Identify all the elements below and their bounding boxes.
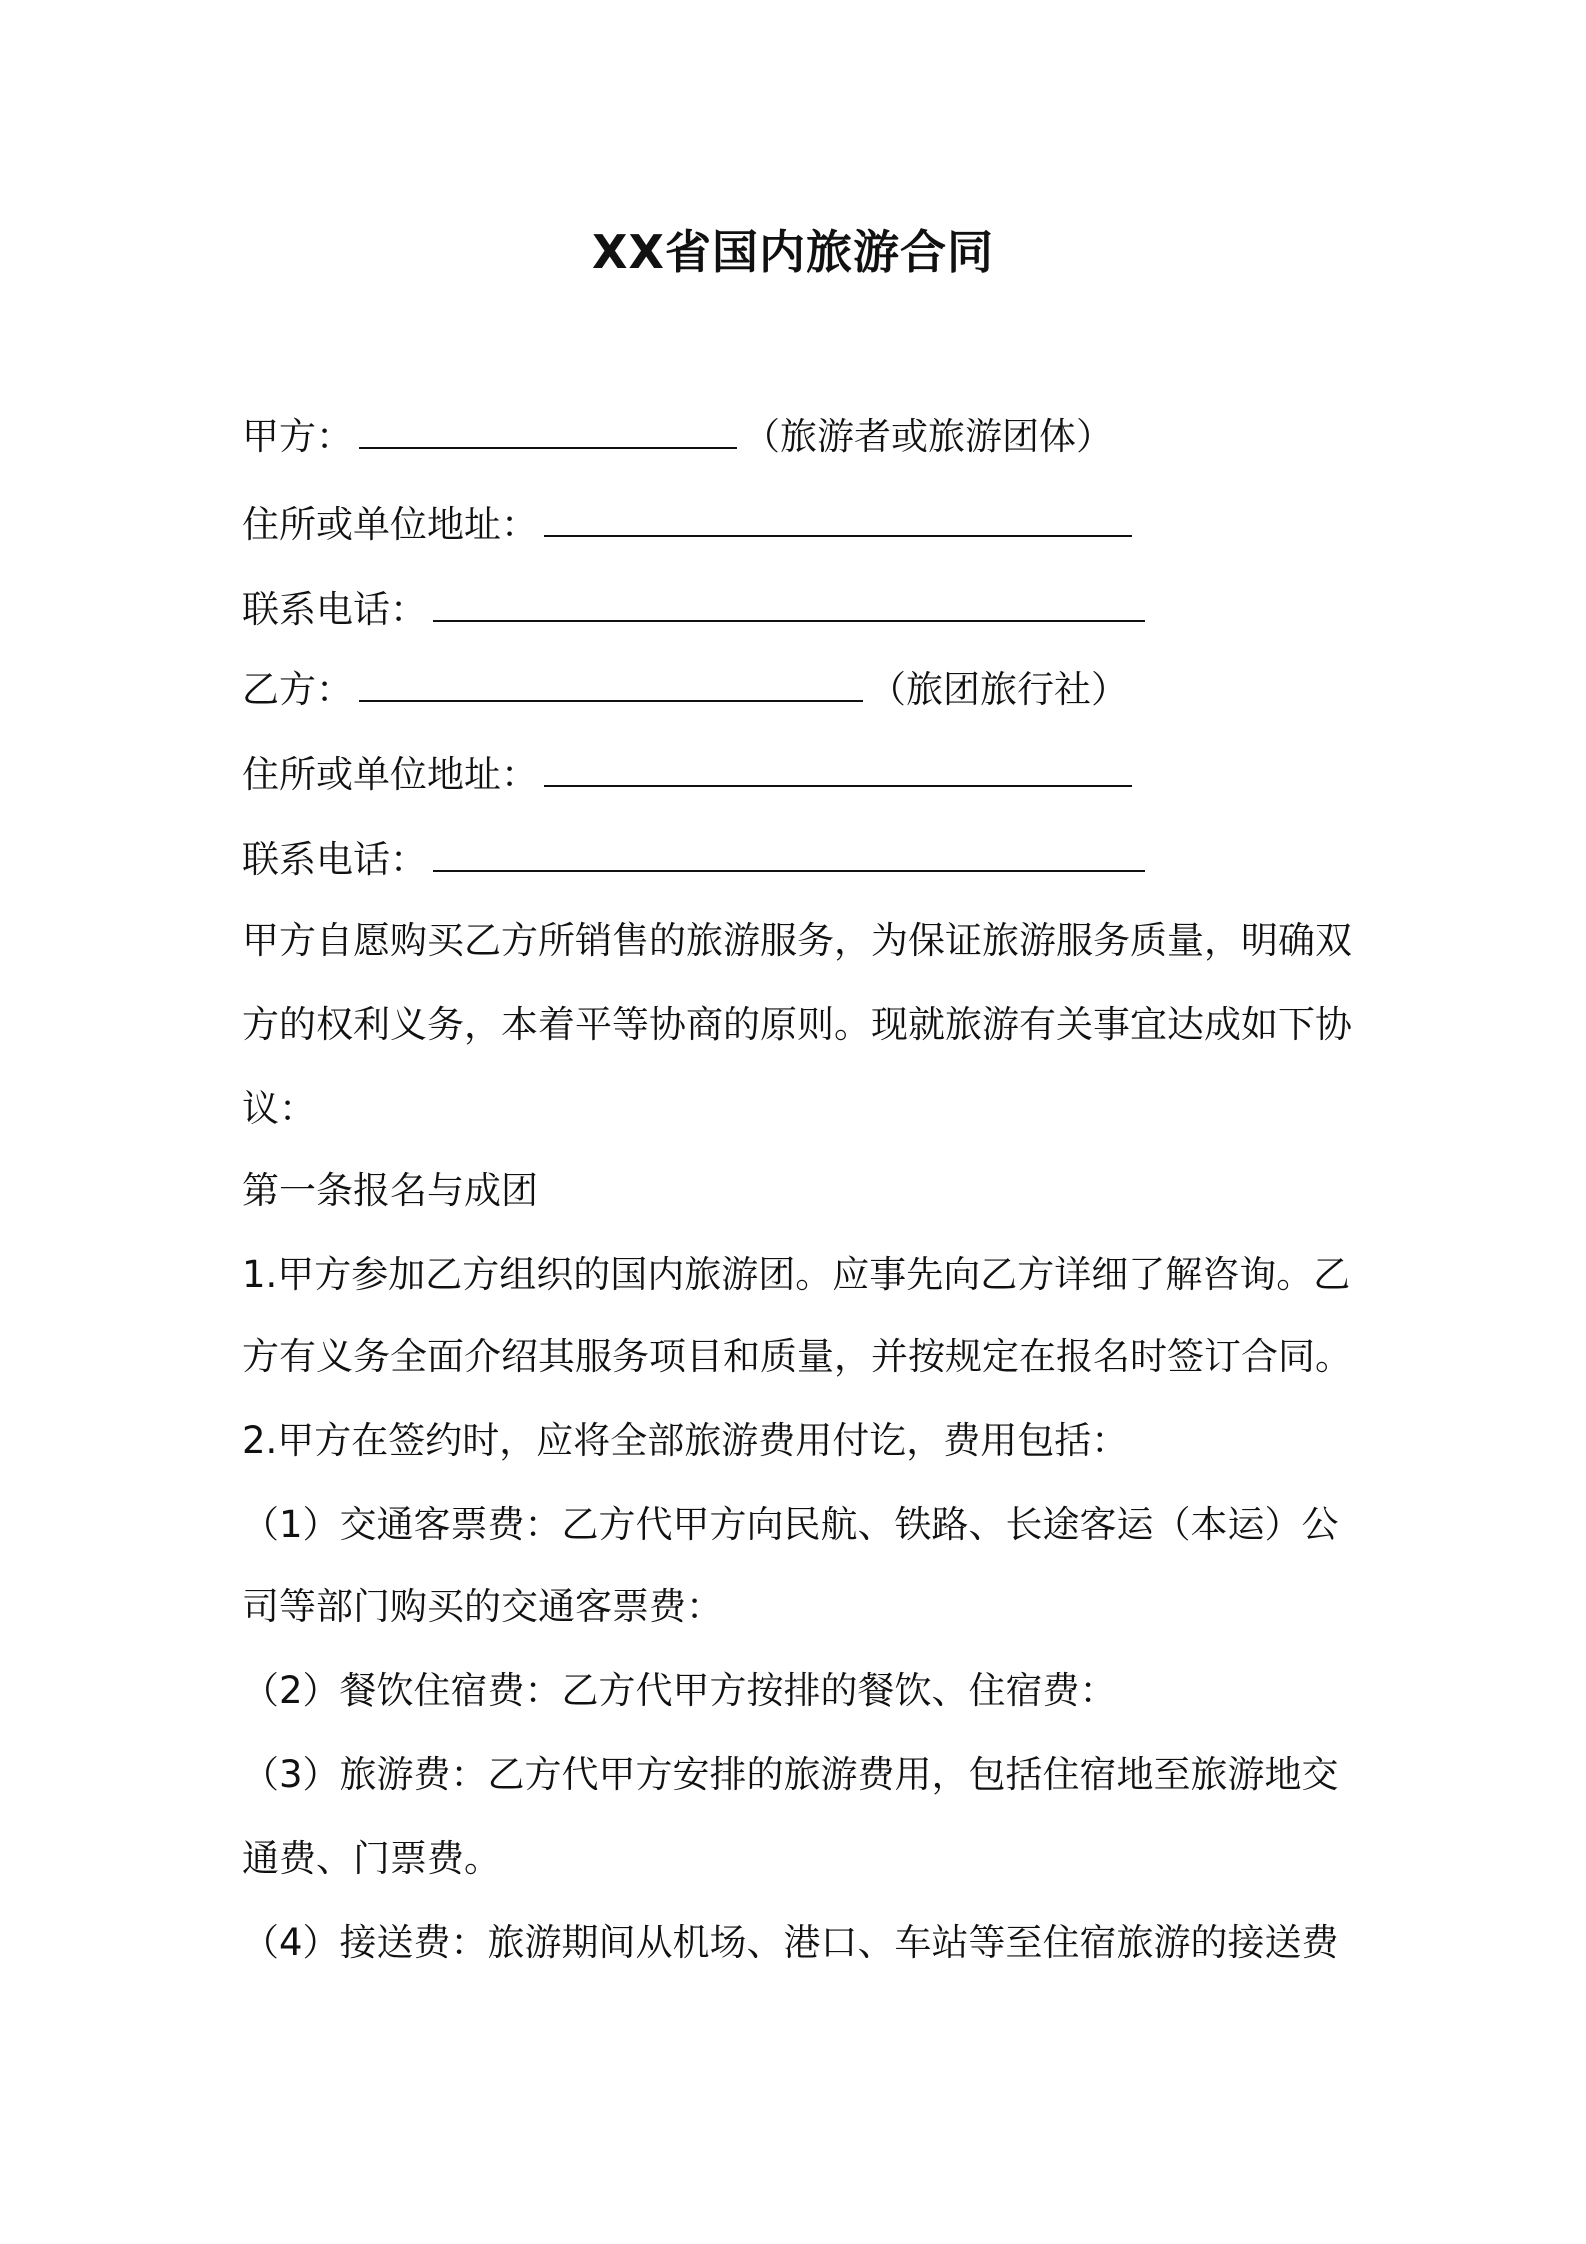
party-b-phone-blank[interactable]: [433, 836, 1145, 872]
body-line: 2.甲方在签约时，应将全部旅游费用付讫，费用包括：: [242, 1419, 1129, 1462]
body-line: 方有义务全面介绍其服务项目和质量，并按规定在报名时签订合同。: [242, 1335, 1352, 1378]
body-line: （3）旅游费：乙方代甲方安排的旅游费用，包括住宿地至旅游地交: [242, 1753, 1339, 1796]
body-line: 方的权利义务，本着平等协商的原则。现就旅游有关事宜达成如下协: [242, 1003, 1352, 1046]
party-a-note: （旅游者或旅游团体）: [743, 415, 1113, 458]
body-line: （1）交通客票费：乙方代甲方向民航、铁路、长途客运（本运）公: [242, 1503, 1339, 1546]
party-a-address-line: [242, 500, 1138, 550]
party-b-line: [242, 665, 1128, 715]
party-a-line: [242, 412, 1113, 462]
party-b-label: 乙方：: [242, 668, 353, 711]
document-title: XX省国内旅游合同: [592, 225, 994, 279]
party-a-phone-line: [242, 585, 1151, 635]
body-line: 司等部门购买的交通客票费：: [242, 1585, 723, 1628]
party-a-address-blank[interactable]: [544, 501, 1132, 537]
party-a-name-blank[interactable]: [359, 413, 737, 449]
party-b-address-line: [242, 750, 1138, 800]
party-a-phone-label: 联系电话：: [242, 588, 427, 631]
party-a-address-label: 住所或单位地址：: [242, 503, 538, 546]
party-b-phone-label: 联系电话：: [242, 838, 427, 881]
party-b-address-label: 住所或单位地址：: [242, 753, 538, 796]
body-line: （2）餐饮住宿费：乙方代甲方按排的餐饮、住宿费：: [242, 1669, 1117, 1712]
party-b-phone-line: [242, 835, 1151, 885]
body-line: 通费、门票费。: [242, 1837, 501, 1880]
party-b-name-blank[interactable]: [359, 666, 863, 702]
party-b-address-blank[interactable]: [544, 751, 1132, 787]
party-b-note: （旅团旅行社）: [869, 668, 1128, 711]
party-a-phone-blank[interactable]: [433, 586, 1145, 622]
body-line: 1.甲方参加乙方组织的国内旅游团。应事先向乙方详细了解咨询。乙: [242, 1253, 1351, 1296]
party-a-label: 甲方：: [242, 415, 353, 458]
body-line: 甲方自愿购买乙方所销售的旅游服务，为保证旅游服务质量，明确双: [242, 919, 1352, 962]
body-line: （4）接送费：旅游期间从机场、港口、车站等至住宿旅游的接送费: [242, 1921, 1339, 1964]
body-line: 议：: [242, 1087, 316, 1130]
section-heading: 第一条报名与成团: [242, 1169, 538, 1212]
